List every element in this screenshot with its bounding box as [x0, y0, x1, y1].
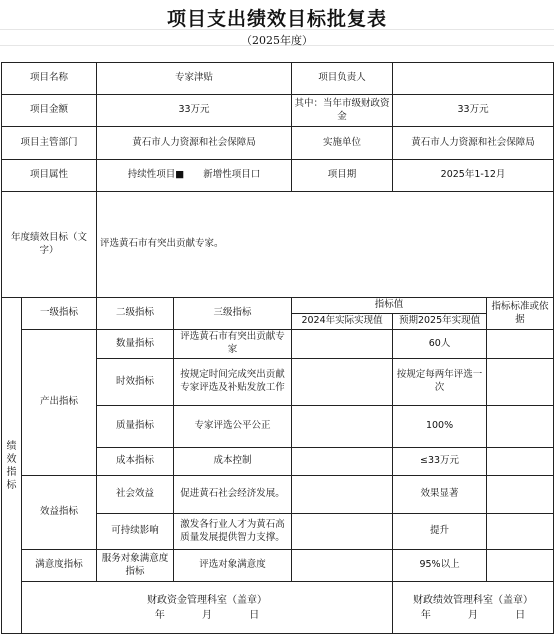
- level3-cell: 成本控制: [174, 448, 292, 476]
- department-label: 项目主管部门: [2, 127, 97, 160]
- header-level2: 二级指标: [97, 298, 174, 330]
- header-actual-2024: 2024年实际实现值: [292, 314, 393, 330]
- level2-cell: 可持续影响: [97, 514, 174, 550]
- date-year: 年: [420, 609, 431, 621]
- project-name-label: 项目名称: [2, 63, 97, 95]
- date-day: 日: [249, 609, 260, 621]
- project-name-value: 专家津贴: [97, 63, 292, 95]
- expected-2025-cell: 60人: [393, 330, 487, 359]
- annual-goal-label: 年度绩效目标（文字）: [2, 192, 97, 298]
- actual-2024-cell: [292, 330, 393, 359]
- row-attribute: [2, 160, 554, 192]
- row-signatures: [2, 582, 554, 634]
- level2-cell: 成本指标: [97, 448, 174, 476]
- finance-fund-office-date: [24, 608, 390, 623]
- actual-2024-cell: [292, 406, 393, 448]
- project-amount-value: 33万元: [97, 95, 292, 127]
- implementer-label: 实施单位: [292, 127, 393, 160]
- expected-2025-cell: 效果显著: [393, 476, 487, 514]
- fiscal-funds-label: 其中：当年市级财政资金: [292, 95, 393, 127]
- level2-cell: 社会效益: [97, 476, 174, 514]
- level3-cell: 按规定时间完成突出贡献专家评选及补贴发放工作: [174, 359, 292, 406]
- row-department: [2, 127, 554, 160]
- page-title: 项目支出绩效目标批复表: [166, 8, 387, 30]
- basis-cell: [487, 406, 554, 448]
- performance-office-signature: [393, 582, 554, 634]
- group-output: 产出指标: [22, 330, 97, 476]
- project-owner-value: [393, 63, 554, 95]
- basis-cell: [487, 359, 554, 406]
- expected-2025-cell: 100%: [393, 406, 487, 448]
- finance-fund-office-title: 财政资金管理科室（盖章）: [147, 594, 268, 606]
- level3-cell: 评选对象满意度: [174, 550, 292, 582]
- performance-office-title: 财政绩效管理科室（盖章）: [413, 594, 534, 606]
- annual-goal-value: 评选黄石市有突出贡献专家。: [97, 192, 554, 298]
- level2-cell: 服务对象满意度指标: [97, 550, 174, 582]
- finance-fund-office-signature: [22, 582, 393, 634]
- group-benefit: 效益指标: [22, 476, 97, 550]
- level3-cell: 评选黄石市有突出贡献专家: [174, 330, 292, 359]
- level2-cell: 数量指标: [97, 330, 174, 359]
- header-level3: 三级指标: [174, 298, 292, 330]
- basis-cell: [487, 550, 554, 582]
- header-expected-2025: 预期2025年实现值: [393, 314, 487, 330]
- level2-cell: 时效指标: [97, 359, 174, 406]
- basis-cell: [487, 330, 554, 359]
- date-month: 月: [468, 609, 479, 621]
- level2-cell: 质量指标: [97, 406, 174, 448]
- basis-cell: [487, 514, 554, 550]
- row-project-name: [2, 63, 554, 95]
- performance-target-table: [1, 62, 554, 634]
- expected-2025-cell: 按规定每两年评选一次: [393, 359, 487, 406]
- table-row: [2, 476, 554, 514]
- attribute-value: 持续性项目■ 新增性项目口: [97, 160, 292, 192]
- department-value: 黄石市人力资源和社会保障局: [97, 127, 292, 160]
- actual-2024-cell: [292, 476, 393, 514]
- fiscal-year: （2025年度）: [241, 34, 313, 47]
- date-day: 日: [515, 609, 526, 621]
- row-annual-goal: [2, 192, 554, 298]
- row-project-amount: [2, 95, 554, 127]
- attribute-label: 项目属性: [2, 160, 97, 192]
- performance-office-date: [395, 608, 551, 623]
- group-satisfaction: 满意度指标: [22, 550, 97, 582]
- fiscal-funds-value: 33万元: [393, 95, 554, 127]
- basis-cell: [487, 476, 554, 514]
- expected-2025-cell: ≤33万元: [393, 448, 487, 476]
- date-month: 月: [202, 609, 213, 621]
- implementer-value: 黄石市人力资源和社会保障局: [393, 127, 554, 160]
- level3-cell: 促进黄石社会经济发展。: [174, 476, 292, 514]
- project-owner-label: 项目负责人: [292, 63, 393, 95]
- date-year: 年: [154, 609, 165, 621]
- indicators-side-label: [2, 298, 22, 634]
- header-level1: 一级指标: [22, 298, 97, 330]
- expected-2025-cell: 提升: [393, 514, 487, 550]
- project-amount-label: 项目金额: [2, 95, 97, 127]
- level3-cell: 专家评选公平公正: [174, 406, 292, 448]
- period-value: 2025年1-12月: [393, 160, 554, 192]
- actual-2024-cell: [292, 550, 393, 582]
- table-row: [2, 330, 554, 359]
- table-row: [2, 550, 554, 582]
- indicators-side-text: 绩效指标: [6, 440, 17, 491]
- period-label: 项目期: [292, 160, 393, 192]
- header-basis: 指标标准或依据: [487, 298, 554, 330]
- basis-cell: [487, 448, 554, 476]
- actual-2024-cell: [292, 448, 393, 476]
- actual-2024-cell: [292, 359, 393, 406]
- level3-cell: 激发各行业人才为黄石高质量发展提供智力支撑。: [174, 514, 292, 550]
- header-indicator-value: 指标值: [292, 298, 487, 314]
- actual-2024-cell: [292, 514, 393, 550]
- row-indicator-header-1: [2, 298, 554, 314]
- expected-2025-cell: 95%以上: [393, 550, 487, 582]
